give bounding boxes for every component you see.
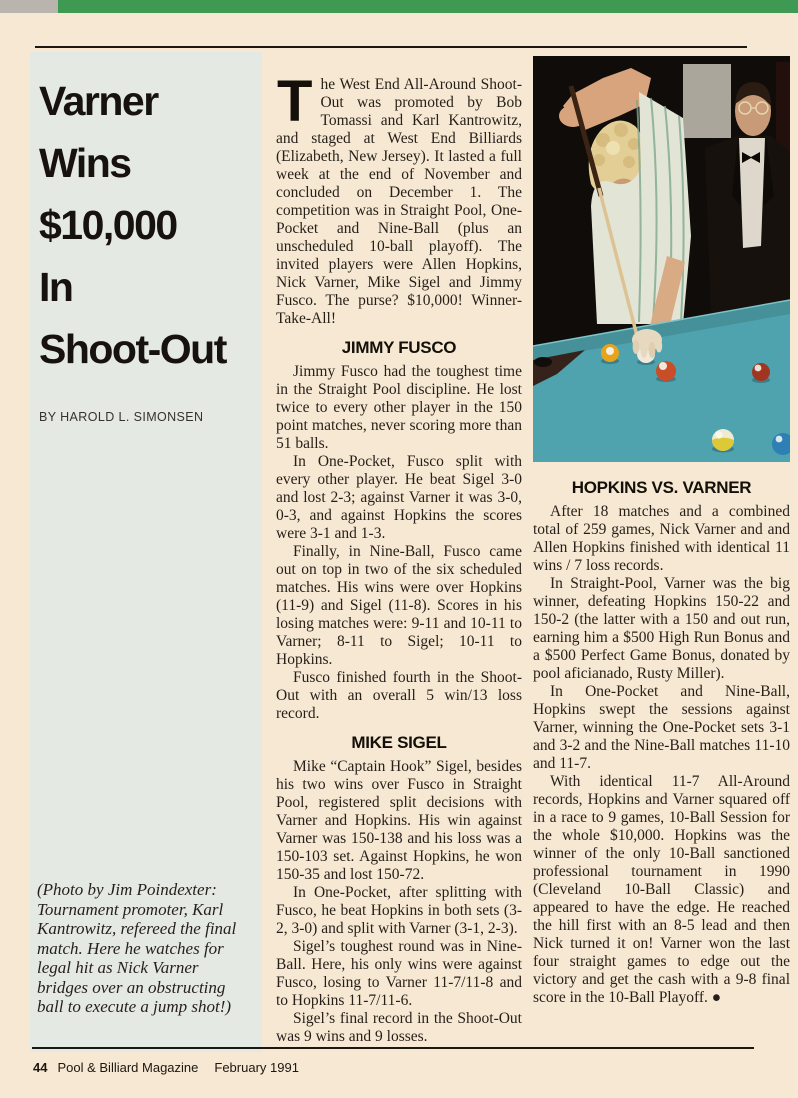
page-footer [33,1060,299,1075]
wall-panel [683,64,731,138]
article-column-right [533,56,790,1007]
photo-caption: (Photo by Jim Poindexter: Tournament promoter, Karl Kantrowitz, refereed the final match. Here he watches for legal hit as Nick Varner bridges over an obstructing ball to execute a jump shot!) [37,880,237,1016]
issue-date: February 1991 [214,1060,299,1075]
paragraph: Finally, in Nine-Ball, Fusco came out on top in two of the six scheduled matches. His wins were over Hopkins (11-9) and Sigel (11-8). Scores in his losing matches were: 9-11 and 10-11 to Varner; 8-11 to Sigel; 10-11 to Hopkins. [276,543,522,668]
paragraph: In One-Pocket and Nine-Ball, Hopkins swept the sessions against Varner, winning the One-Pocket sets 3-1 and 3-2 and the Nine-Ball matches 11-10 and 11-7. [533,683,790,772]
section-heading-mike-sigel: MIKE SIGEL [351,733,447,752]
headline-line: Wins [39,140,131,186]
paragraph: In Straight-Pool, Varner was the big winner, defeating Hopkins 150-22 and 150-2 (the latter with a 150 and out run, earning him a $500 High Run Bonus and a $500 Perfect Game Bonus, donated by pool aficianado, Rusty Miller). [533,575,790,682]
byline: BY HAROLD L. SIMONSEN [39,410,204,424]
paragraph: Mike “Captain Hook” Sigel, besides his two wins over Fusco in Straight Pool, registered split decisions with Varner and Hopkins. His win against Varner was 150-138 and his loss was a 150-103 set. Against Hopkins, he won 150-35 and lost 150-72. [276,758,522,883]
paragraph: Sigel’s toughest round was in Nine-Ball. Here, his only wins were against Fusco, losing to Varner 11-7/11-8 and to Hopkins 11-7/11-6. [276,938,522,1009]
headline-line: Shoot-Out [39,326,226,372]
headline-line: In [39,264,73,310]
headline-line: $10,000 [39,202,177,248]
drop-cap: T [277,69,313,134]
paragraph: After 18 matches and a combined total of 259 games, Nick Varner and and Allen Hopkins finished with identical 11 wins / 7 loss records. [533,503,790,574]
headline-line: Varner [39,78,158,124]
paragraph: Sigel’s final record in the Shoot-Out was 9 wins and 9 losses. [276,1010,522,1045]
dark-red-ball [752,363,770,381]
top-rule [35,46,747,48]
paragraph: Fusco finished fourth in the Shoot-Out with an overall 5 win/13 loss record. [276,669,522,722]
paragraph: With identical 11-7 All-Around records, Hopkins and Varner squared off in a race to 9 games, 10-Ball Session for the whole $10,000. Hopkins was the winner of the only 10-Ball sanctioned professional tournament in 1990 (Cleveland 10-Ball Classic) and appeared to have the edge. He reached the hill first with an 8-5 lead and then Nick turned it on! Varner won the last four straight games to edge out the victory and get the cash with a 9-8 final score in the 10-Ball Playoff. ● [533,773,790,1006]
paragraph: In One-Pocket, Fusco split with every other player. He beat Sigel 3-0 and lost 2-3; against Varner it was 3-0, 0-3, and against Hopkins the scores were 3-1 and 1-3. [276,453,522,542]
intro-paragraph [276,69,522,328]
section-heading-jimmy-fusco: JIMMY FUSCO [341,338,457,357]
scan-edge-gray [0,0,58,13]
page-number: 44 [33,1060,48,1075]
bottom-rule [32,1047,754,1049]
corner-pocket [534,357,552,367]
paragraph: In One-Pocket, after splitting with Fusco, he beat Hopkins in both sets (3-2, 3-0) and split with Varner (3-1, 2-3). [276,884,522,937]
intro-text: he West End All-Around Shoot-Out was promoted by Bob Tomassi and Karl Kantrowitz, and staged at West End Billiards (Elizabeth, New Jersey). It lasted a full week at the end of November and concluded on December 1. The competition was in Straight Pool, One-Pocket and Nine-Ball (plus an unscheduled 10-ball playoff). The invited players were Allen Hopkins, Nick Varner, Mike Sigel and Jimmy Fusco. The purse? $10,000! Winner-Take-All! [276,76,522,327]
article-headline [30,52,262,380]
article-column-left [276,69,522,1046]
section-heading-hopkins-vs-varner: HOPKINS VS. VARNER [571,478,752,497]
headline-panel [30,52,262,1052]
pool-match-photo [533,56,790,462]
scan-edge-strip [0,0,798,13]
magazine-title: Pool & Billiard Magazine [57,1060,199,1075]
paragraph: Jimmy Fusco had the toughest time in the Straight Pool discipline. He lost twice to every other player in the 150 point matches, never scoring more than 51 balls. [276,363,522,452]
